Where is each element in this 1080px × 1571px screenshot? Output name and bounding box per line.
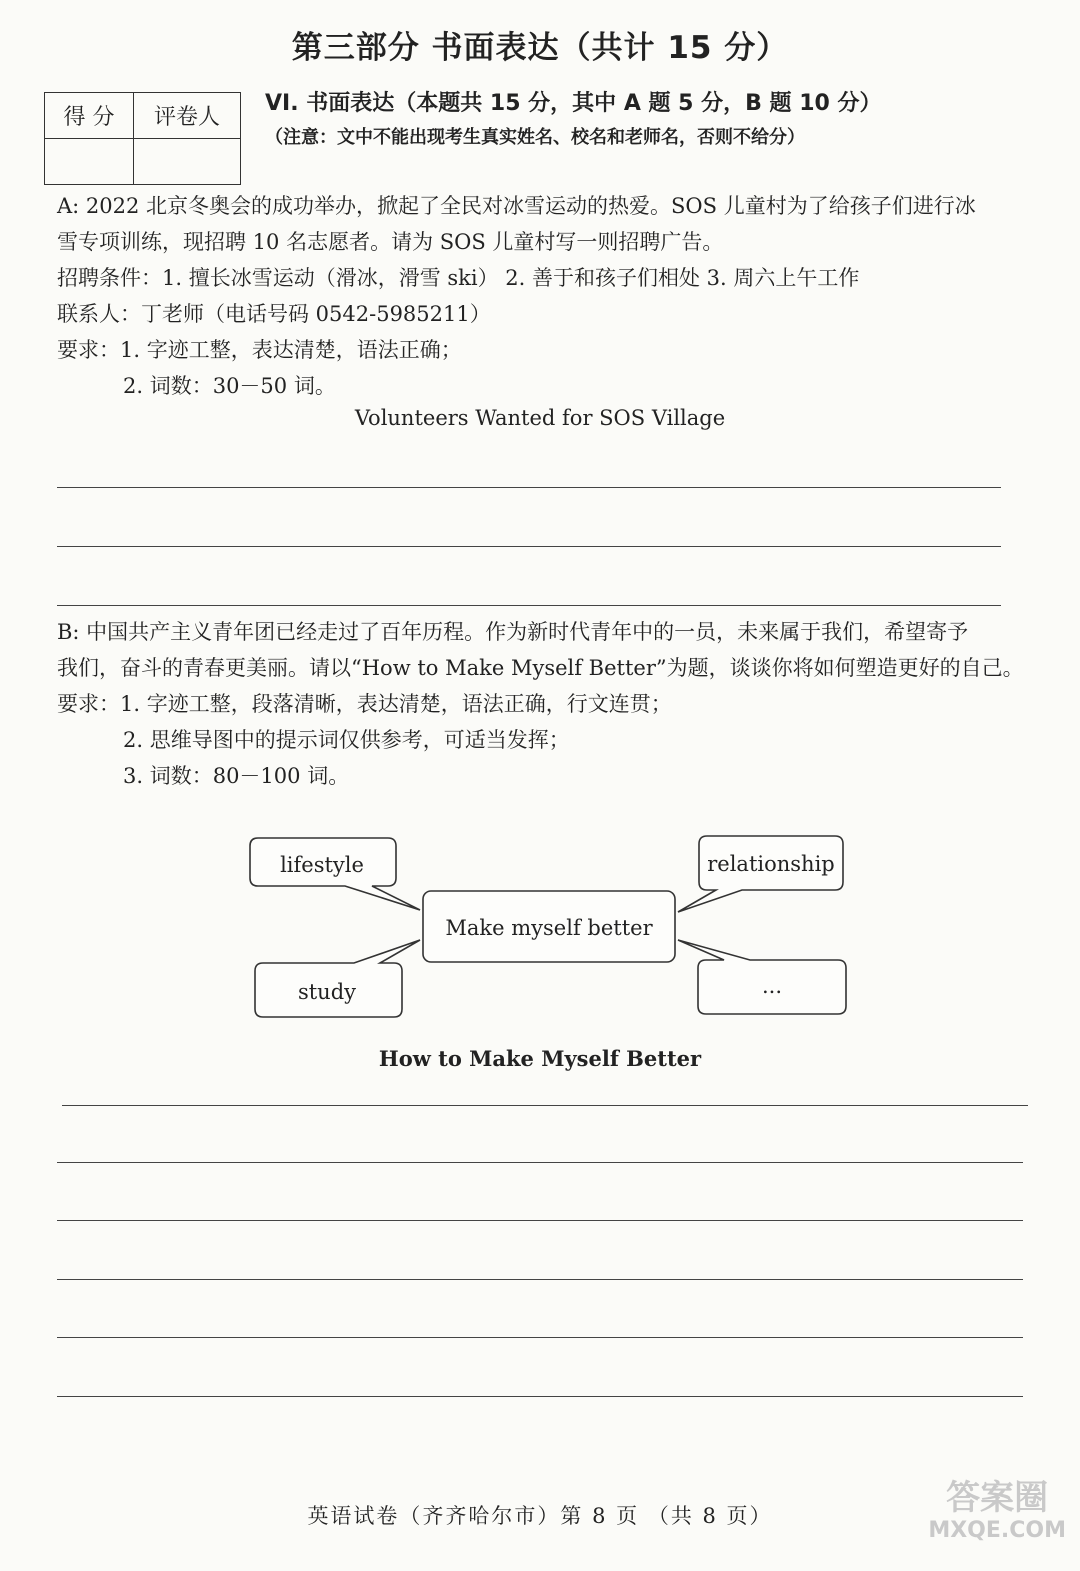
score-label: 得 分	[45, 93, 134, 139]
writing-line[interactable]	[57, 605, 1001, 606]
part-a-conditions: 招聘条件：1. 擅长冰雪运动（滑冰，滑雪 ski） 2. 善于和孩子们相处 3. 周六上午工作	[57, 266, 860, 290]
part-a-prompt-line1: A: 2022 北京冬奥会的成功举办，掀起了全民对冰雪运动的热爱。SOS 儿童村为了给孩子们进行冰	[57, 194, 976, 218]
watermark-line1: 答案圈	[946, 1478, 1049, 1518]
mind-map	[0, 820, 1080, 1035]
part-b-requirement-1: 要求：1. 字迹工整，段落清晰，表达清楚，语法正确，行文连贯；	[57, 692, 672, 716]
mind-map-bottom-left-label: study	[297, 980, 357, 1004]
part-a-essay-title: Volunteers Wanted for SOS Village	[354, 406, 726, 430]
part-a-requirement-1: 要求：1. 字迹工整，表达清楚，语法正确；	[57, 338, 462, 362]
writing-line[interactable]	[57, 1337, 1023, 1338]
part-b-requirement-3: 3. 词数：80－100 词。	[123, 764, 350, 788]
writing-line[interactable]	[62, 1105, 1028, 1106]
writing-line[interactable]	[57, 487, 1001, 488]
mind-map-center-label: Make myself better	[445, 916, 653, 940]
part-a-requirement-2: 2. 词数：30－50 词。	[123, 374, 336, 398]
score-cell[interactable]	[45, 139, 134, 185]
mind-map-bottom-right-label: ...	[761, 974, 783, 998]
grader-label: 评卷人	[134, 93, 241, 139]
writing-line[interactable]	[57, 546, 1001, 547]
score-box	[44, 92, 241, 185]
writing-line[interactable]	[57, 1396, 1023, 1397]
writing-line[interactable]	[57, 1220, 1023, 1221]
page-footer: 英语试卷（齐齐哈尔市）第 8 页 （共 8 页）	[307, 1504, 773, 1528]
writing-line[interactable]	[57, 1279, 1023, 1280]
watermark-line2: MXQE.COM	[928, 1518, 1066, 1543]
part-b-prompt-line1: B: 中国共产主义青年团已经走过了百年历程。作为新时代青年中的一员，未来属于我们，希望寄予	[57, 620, 969, 644]
grader-cell[interactable]	[134, 139, 241, 185]
mind-map-top-left-label: lifestyle	[280, 853, 364, 877]
part-b-essay-title: How to Make Myself Better	[378, 1046, 702, 1071]
part-b-requirement-2: 2. 思维导图中的提示词仅供参考，可适当发挥；	[123, 728, 570, 752]
mind-map-top-right-label: relationship	[707, 852, 835, 876]
page-title: 第三部分 书面表达（共计 15 分）	[291, 30, 789, 66]
section-header: VI. 书面表达（本题共 15 分，其中 A 题 5 分，B 题 10 分）	[265, 91, 882, 116]
watermark-logo	[928, 1478, 1066, 1544]
part-b-prompt-line2: 我们，奋斗的青春更美丽。请以“How to Make Myself Better”为题，谈谈你将如何塑造更好的自己。	[57, 656, 1024, 680]
part-a-prompt-line2: 雪专项训练，现招聘 10 名志愿者。请为 SOS 儿童村写一则招聘广告。	[57, 230, 724, 254]
mind-map-bottom-left-box	[255, 940, 420, 1017]
part-a-contact: 联系人：丁老师（电话号码 0542-5985211）	[57, 302, 491, 326]
writing-line[interactable]	[57, 1162, 1023, 1163]
section-note: （注意：文中不能出现考生真实姓名、校名和老师名，否则不给分）	[265, 127, 805, 148]
